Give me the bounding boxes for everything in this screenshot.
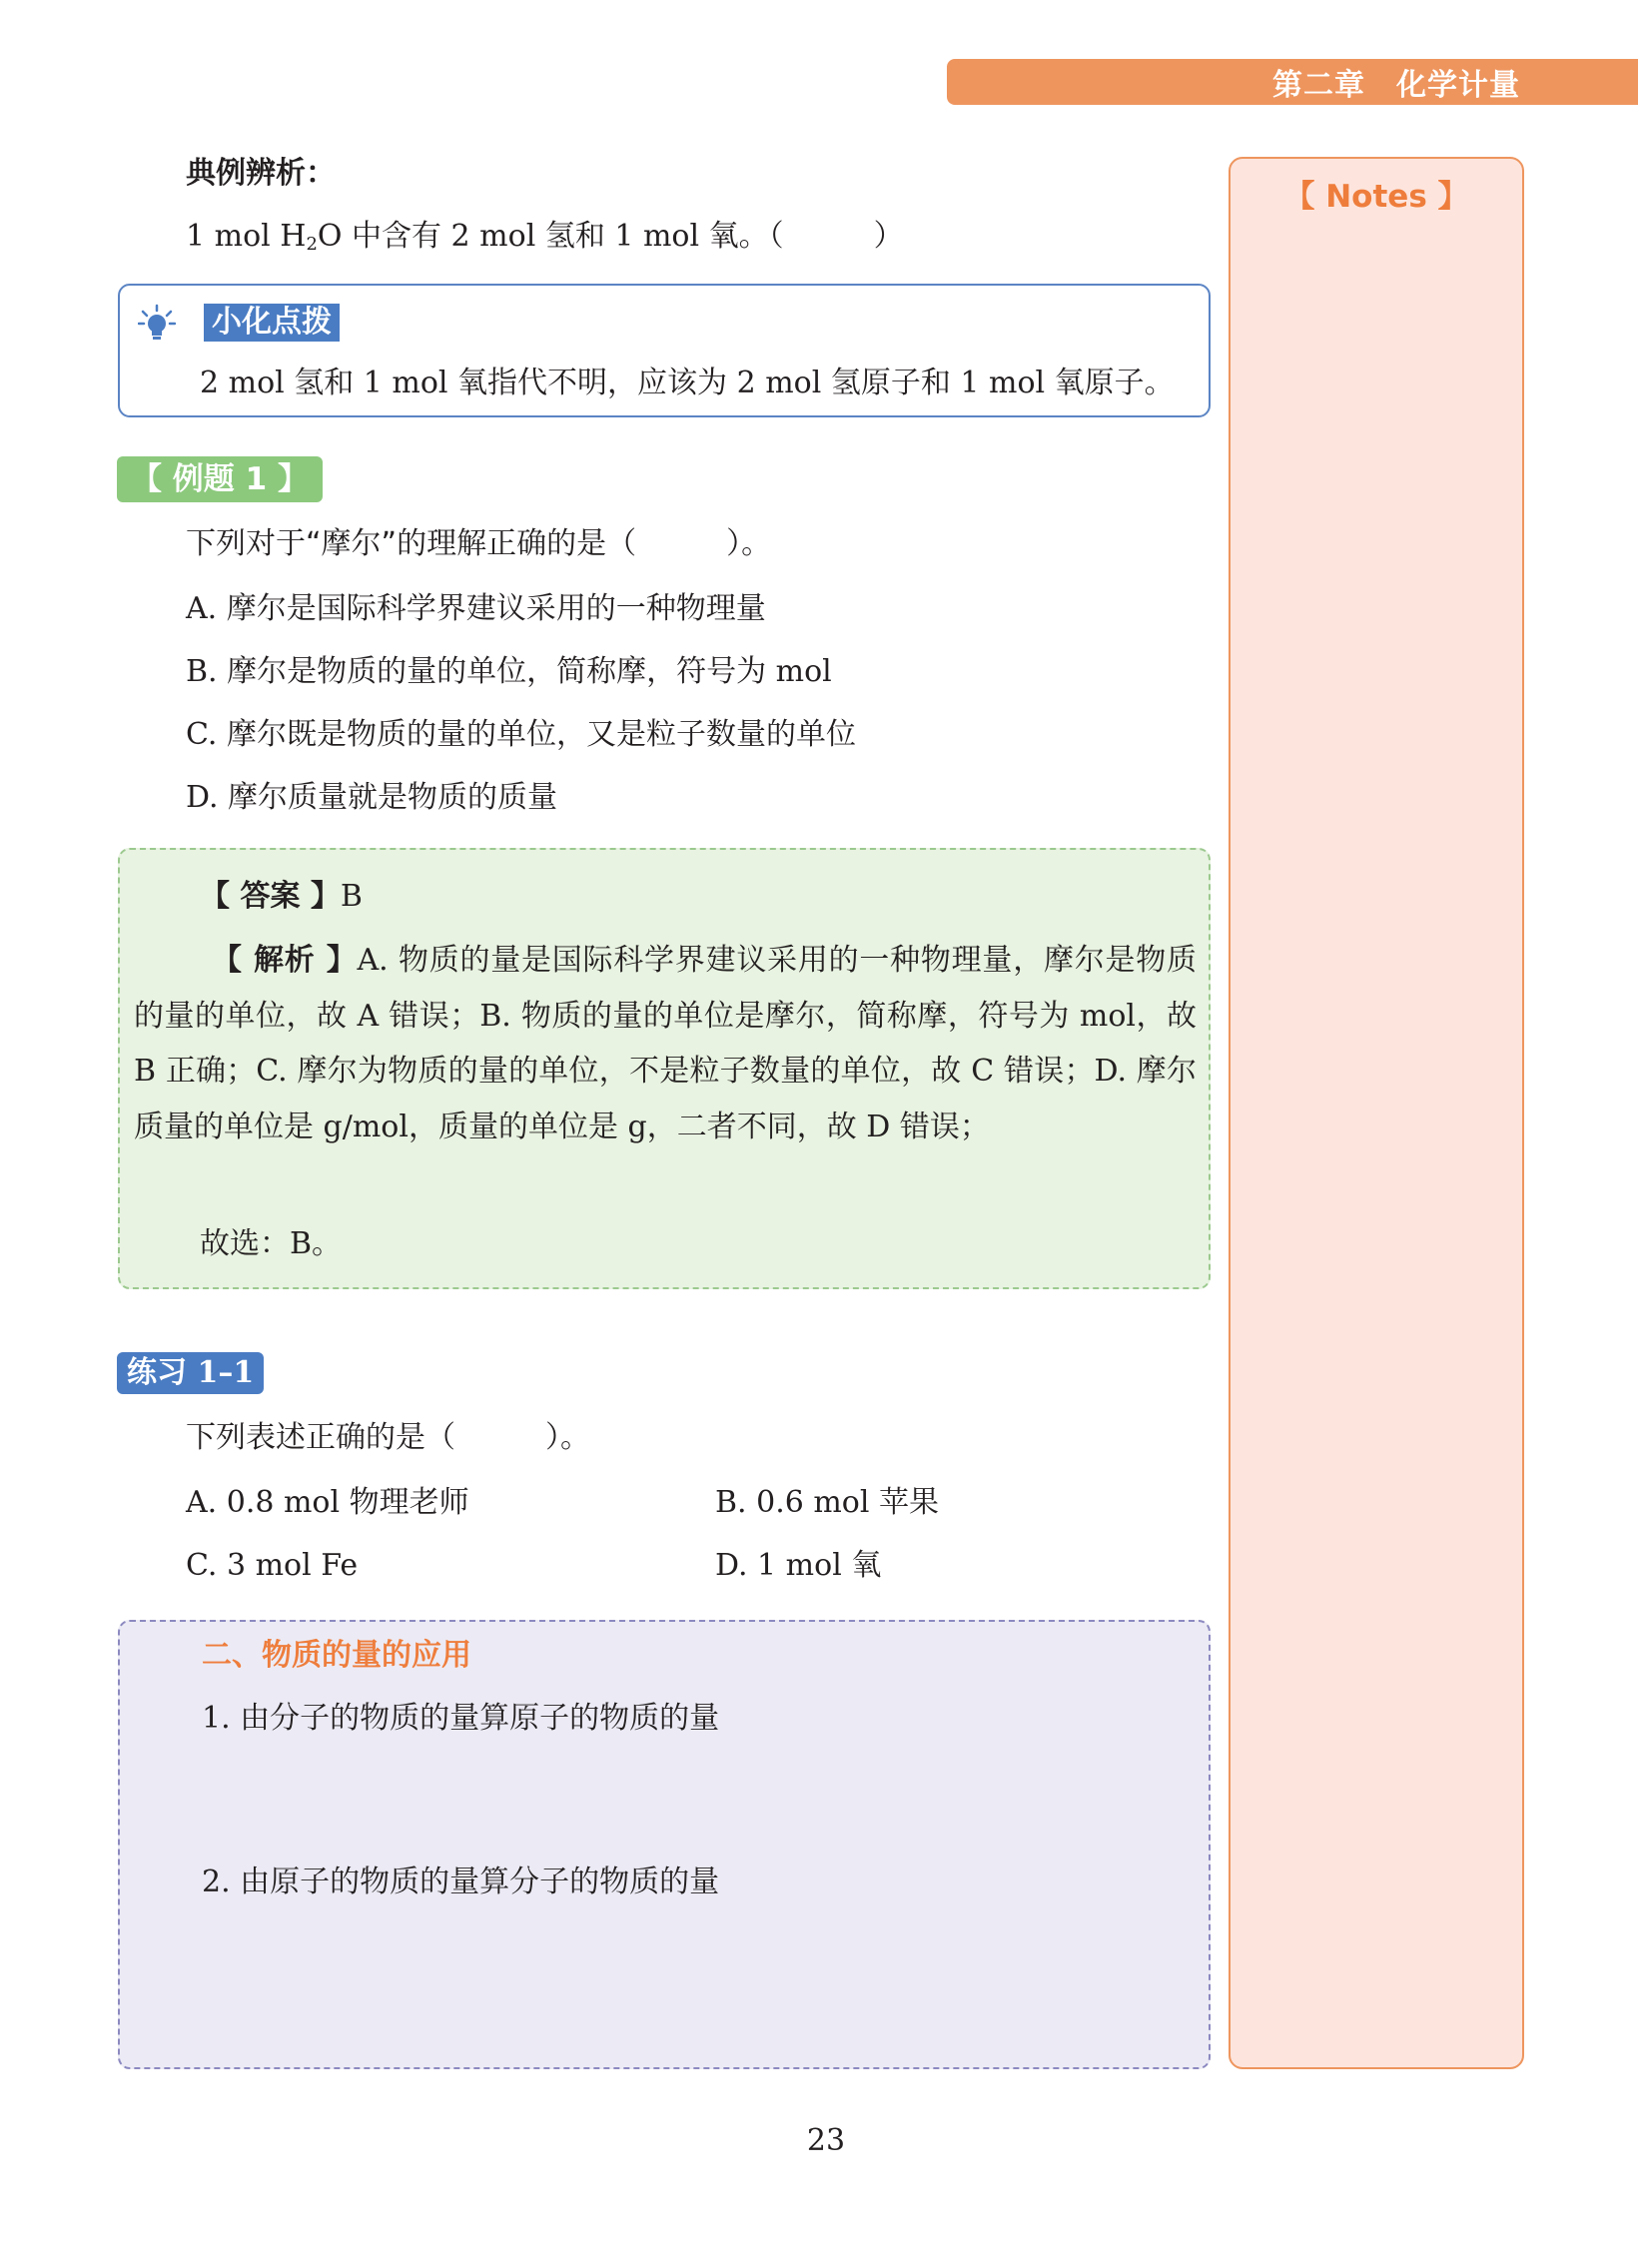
answer-label: 【 答案 】 <box>200 879 341 914</box>
chapter-header: 第二章 化学计量 <box>947 59 1638 105</box>
tip-tag: 小化点拨 <box>204 304 340 342</box>
practice-option-d: D. 1 mol 氧 <box>715 1548 882 1583</box>
example-1-tag: 【 例题 1 】 <box>117 456 323 502</box>
application-item-1: 1. 由分子的物质的量算原子的物质的量 <box>202 1701 720 1736</box>
practice-question: 下列表述正确的是（ ）。 <box>186 1420 590 1455</box>
page-number: 23 <box>806 2123 846 2158</box>
analysis-conclusion: 故选：B。 <box>200 1226 343 1261</box>
application-item-2: 2. 由原子的物质的量算分子的物质的量 <box>202 1865 720 1899</box>
example-1-option-b: B. 摩尔是物质的量的单位，简称摩，符号为 mol <box>186 654 832 689</box>
lightbulb-icon <box>138 304 176 348</box>
example-1-option-a: A. 摩尔是国际科学界建议采用的一种物理量 <box>186 591 766 626</box>
practice-option-b: B. 0.6 mol 苹果 <box>715 1485 940 1520</box>
practice-tag: 练习 1–1 <box>117 1352 264 1394</box>
tip-text: 2 mol 氢和 1 mol 氧指代不明，应该为 2 mol 氢原子和 1 mol 氧原子。 <box>200 366 1175 400</box>
analysis-label: 【 解析 】 <box>212 943 358 978</box>
application-box <box>118 1620 1211 2069</box>
application-title: 二、物质的量的应用 <box>202 1638 471 1673</box>
practice-option-a: A. 0.8 mol 物理老师 <box>186 1485 469 1520</box>
notes-panel[interactable] <box>1229 157 1524 2069</box>
analysis-paragraph <box>134 933 1197 1154</box>
practice-option-c: C. 3 mol Fe <box>186 1548 359 1583</box>
answer-value: B <box>340 879 363 914</box>
answer-line <box>200 877 363 917</box>
example-1-option-d: D. 摩尔质量就是物质的质量 <box>186 780 558 815</box>
example-analysis-heading: 典例辨析： <box>186 156 336 191</box>
analysis-text: A. 物质的量是国际科学界建议采用的一种物理量，摩尔是物质的量的单位，故 A 错误；B. 物质的量的单位是摩尔，简称摩，符号为 mol，故 B 正确；C. 摩尔为物质的量的单位，不是粒子数量的单位，故 C 错误；D. 摩尔质量的单位是 g/mol，质量的单位是 g，二者不同，故 D 错误； <box>134 943 1197 1144</box>
example-analysis-statement: 1 mol $H_2O$ 中含有 2 mol 氢和 1 mol 氧。（ ） <box>186 219 904 255</box>
example-1-question: 下列对于“摩尔”的理解正确的是（ ）。 <box>186 526 772 561</box>
example-1-option-c: C. 摩尔既是物质的量的单位，又是粒子数量的单位 <box>186 717 856 752</box>
notes-title: 【 Notes 】 <box>1283 179 1469 215</box>
